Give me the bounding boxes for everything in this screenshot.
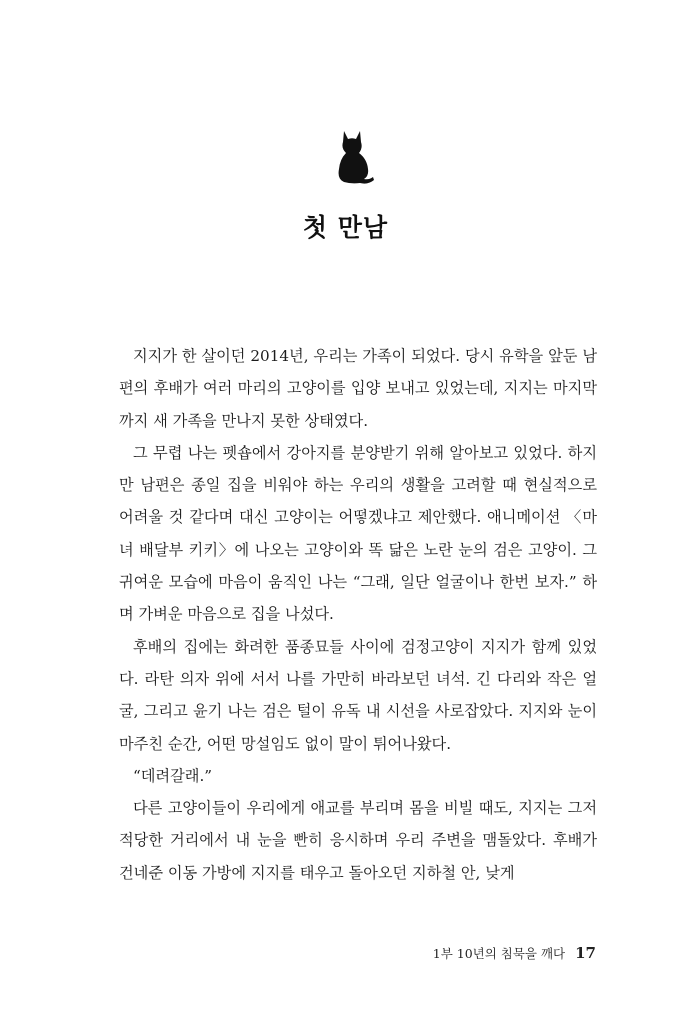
body-text bbox=[119, 340, 597, 889]
cat-icon bbox=[331, 128, 375, 184]
paragraph: 지지가 한 살이던 2014년, 우리는 가족이 되었다. 당시 유학을 앞둔 남편의 후배가 여러 마리의 고양이를 입양 보내고 있었는데, 지지는 마지막까지 새 가족을 만나지 못한 상태였다. bbox=[119, 347, 597, 430]
paragraph: 다른 고양이들이 우리에게 애교를 부리며 몸을 비빌 때도, 지지는 그저 적당한 거리에서 내 눈을 빤히 응시하며 우리 주변을 맴돌았다. 후배가 건네준 이동 가방에 지지를 태우고 돌아오던 지하철 안, 낮게 bbox=[119, 799, 597, 882]
chapter-title: 첫 만남 bbox=[302, 213, 389, 242]
running-head: 1부 10년의 침묵을 깨다 bbox=[432, 946, 566, 961]
paragraph: “데려갈래.” bbox=[133, 766, 213, 785]
paragraph: 후배의 집에는 화려한 품종묘들 사이에 검정고양이 지지가 함께 있었다. 라탄 의자 위에 서서 나를 가만히 바라보던 녀석. 긴 다리와 작은 얼굴, 그리고 윤기 나는 검은 털이 유독 내 시선을 사로잡았다. 지지와 눈이 마주친 순간, 어떤 망설임도 없이 말이 튀어나왔다. bbox=[119, 637, 597, 753]
paragraph: 그 무렵 나는 펫숍에서 강아지를 분양받기 위해 알아보고 있었다. 하지만 남편은 종일 집을 비워야 하는 우리의 생활을 고려할 때 현실적으로 어려울 것 같다며 대신 고양이는 어떻겠냐고 제안했다. 애니메이션 〈마녀 배달부 키키〉에 나오는 고양이와 똑 닮은 노란 눈의 검은 고양이. 그 귀여운 모습에 마음이 움직인 나는 “그래, 일단 얼굴이나 한번 보자.” 하며 가벼운 마음으로 집을 나섰다. bbox=[119, 443, 597, 624]
page-number: 17 bbox=[575, 944, 596, 962]
page-footer bbox=[433, 944, 596, 962]
